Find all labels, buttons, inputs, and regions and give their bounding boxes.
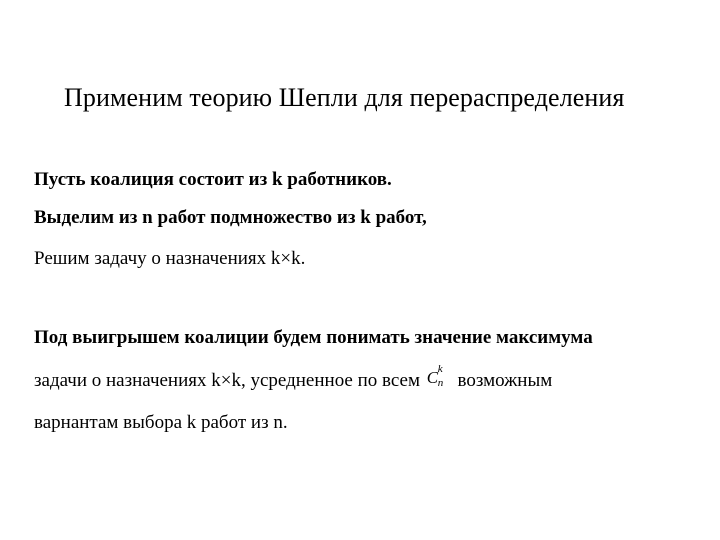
text-line-5-part-2: возможным <box>457 370 553 391</box>
formula-subscript: n <box>437 377 444 389</box>
text-line-5-part-1: задачи о назначениях k×k, усредненное по всем <box>34 370 421 391</box>
text-line-5 <box>34 363 553 393</box>
text-line-3: Решим задачу о назначениях k×k. <box>34 248 306 269</box>
text-line-4: Под выигрышем коалиции будем понимать значение максимума <box>34 327 593 348</box>
formula-base: C <box>426 368 439 387</box>
slide-title: Применим теорию Шепли для перераспределения <box>64 83 625 112</box>
text-line-1: Пусть коалиция состоит из k работников. <box>34 169 392 190</box>
formula-superscript: k <box>437 363 443 375</box>
text-line-6: варнантам выбора k работ из n. <box>34 412 288 433</box>
text-line-2: Выделим из n работ подмножество из k работ, <box>34 207 427 228</box>
binomial-formula <box>426 363 451 389</box>
